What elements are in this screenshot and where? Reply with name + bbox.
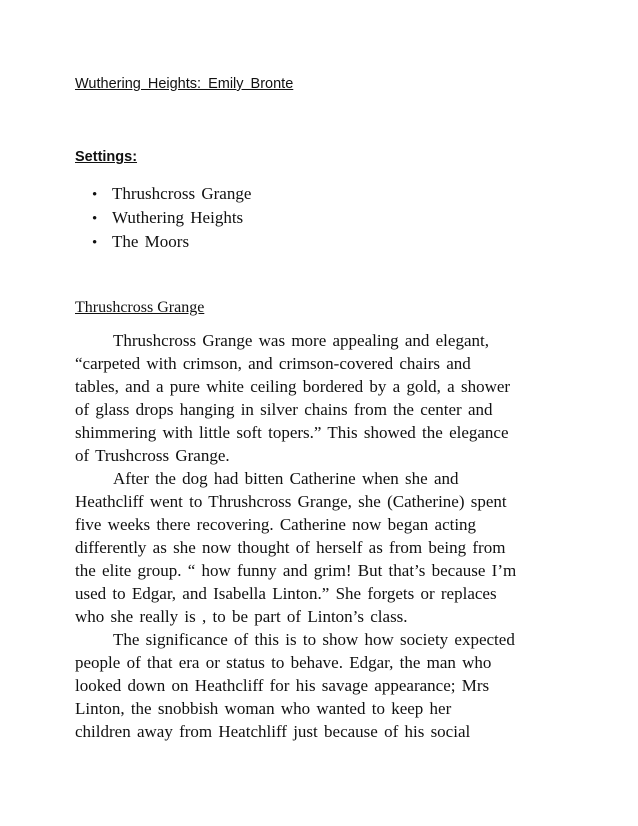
text-line: five weeks there recovering. Catherine now began acting (75, 515, 477, 534)
text-line: used to Edgar, and Isabella Linton.” She forgets or replaces (75, 584, 497, 603)
text-line: tables, and a pure white ceiling bordered by a gold, a shower (75, 377, 511, 396)
document-title: Wuthering Heights: Emily Bronte (75, 76, 294, 92)
text-line: the elite group. “ how funny and grim! But that’s because I’m (75, 561, 517, 580)
text-line: Thrushcross Grange was more appealing and elegant, (113, 331, 489, 350)
bullet-icon: • (92, 235, 98, 251)
text-line: differently as she now thought of herself as from being from (75, 538, 506, 557)
text-line: people of that era or status to behave. Edgar, the man who (75, 653, 492, 672)
list-item-label: Wuthering Heights (112, 208, 244, 227)
text-line: looked down on Heathcliff for his savage appearance; Mrs (75, 676, 490, 695)
settings-heading: Settings: (75, 149, 138, 165)
list-item-label: Thrushcross Grange (112, 184, 252, 203)
text-line: children away from Heatchliff just because of his social (75, 722, 471, 741)
text-line: “carpeted with crimson, and crimson-covered chairs and (75, 354, 471, 373)
text-line: Linton, the snobbish woman who wanted to keep her (75, 699, 452, 718)
list-item (92, 230, 251, 254)
text-line: who she really is , to be part of Linton’s class. (75, 607, 408, 626)
text-line: shimmering with little soft topers.” This showed the elegance (75, 423, 509, 442)
text-line: After the dog had bitten Catherine when she and (113, 469, 459, 488)
text-line: The significance of this is to show how society expected (113, 630, 515, 649)
text-line: of glass drops hanging in silver chains from the center and (75, 400, 493, 419)
paragraph-3 (75, 628, 565, 743)
list-item (92, 182, 251, 206)
bullet-icon: • (92, 187, 98, 203)
text-line: Heathcliff went to Thrushcross Grange, she (Catherine) spent (75, 492, 507, 511)
paragraph-2 (75, 467, 565, 628)
section-heading: Thrushcross Grange (75, 299, 205, 316)
text-line: of Trushcross Grange. (75, 446, 230, 465)
paragraph-1 (75, 329, 565, 467)
list-item (92, 206, 251, 230)
bullet-icon: • (92, 211, 98, 227)
settings-list (92, 182, 251, 254)
list-item-label: The Moors (112, 232, 190, 251)
